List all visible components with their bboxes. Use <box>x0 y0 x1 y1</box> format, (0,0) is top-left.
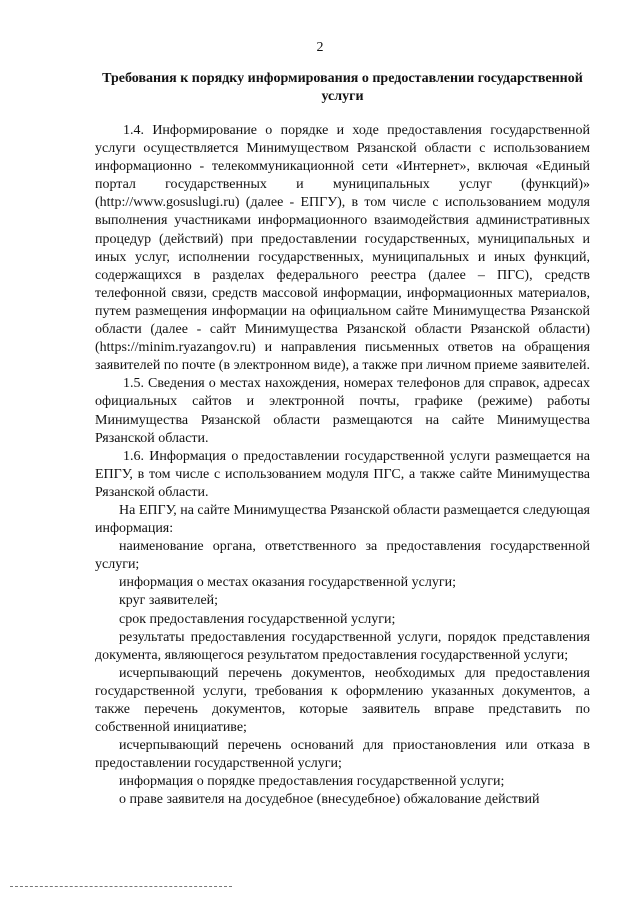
paragraph-info-intro: На ЕПГУ, на сайте Минимущества Рязанской области размещается следующая информация: <box>95 502 590 537</box>
paragraph-1-5: 1.5. Сведения о местах нахождения, номерах телефонов для справок, адресах официальных сайтов и электронной почты, графике (режиме) работы Минимущества Рязанской области размещаются на сайте Минимущества Рязанской области. <box>95 376 590 446</box>
list-item: о праве заявителя на досудебное (внесудебное) обжалование действий <box>119 792 540 808</box>
list-item: исчерпывающий перечень оснований для приостановления или отказа в предоставлении государственной услуги; <box>95 738 590 772</box>
document-body <box>95 122 590 810</box>
footer-divider <box>10 886 232 887</box>
list-item: исчерпывающий перечень документов, необходимых для предоставления государственной услуги, требования к оформлению указанных документов, а также перечень документов, которые заявитель вправе представить по собственной инициативе; <box>95 665 590 736</box>
list-item: информация о порядке предоставления государственной услуги; <box>119 774 505 790</box>
list-item: наименование органа, ответственного за предоставления государственной услуги; <box>95 539 590 573</box>
list-item: информация о местах оказания государственной услуги; <box>119 575 456 591</box>
paragraph-1-4: 1.4. Информирование о порядке и ходе предоставления государственной услуги осуществляется Минимуществом Рязанской области с использованием информационно - телекоммуникационной сети «Интернет», включая «Единый портал государственных и муниципальных услуг (функций)» (http://www.gosuslugi.ru) (далее - ЕПГУ), в том числе с использованием модуля выполнения участниками информационного взаимодействия административных процедур (действий) при предоставлении государственных, муниципальных и иных услуг, исполнении государственных, муниципальных и иных функций, содержащихся в разделах федерального реестра (далее – ПГС), средств телефонной связи, средств массовой информации, информационных материалов, путем размещения информации на официальном сайте Минимущества Рязанской области (далее - сайт Минимущества Рязанской области Рязанской области) (https://minim.ryazangov.ru) и направления письменных ответов на обращения заявителей по почте (в электронном виде), а также при личном приеме заявителей. <box>95 123 591 374</box>
list-item: срок предоставления государственной услуги; <box>119 611 396 627</box>
list-item: результаты предоставления государственной услуги, порядок представления документа, являющегося результатом предоставления государственной услуги; <box>95 629 590 663</box>
list-item: круг заявителей; <box>119 593 219 609</box>
paragraph-1-6: 1.6. Информация о предоставлении государственной услуги размещается на ЕПГУ, в том числе с использованием модуля ПГС, а также сайте Минимущества Рязанской области. <box>95 448 590 500</box>
page-number: 2 <box>316 40 324 55</box>
section-heading: Требования к порядку информирования о предоставлении государственной услуги <box>102 71 583 104</box>
